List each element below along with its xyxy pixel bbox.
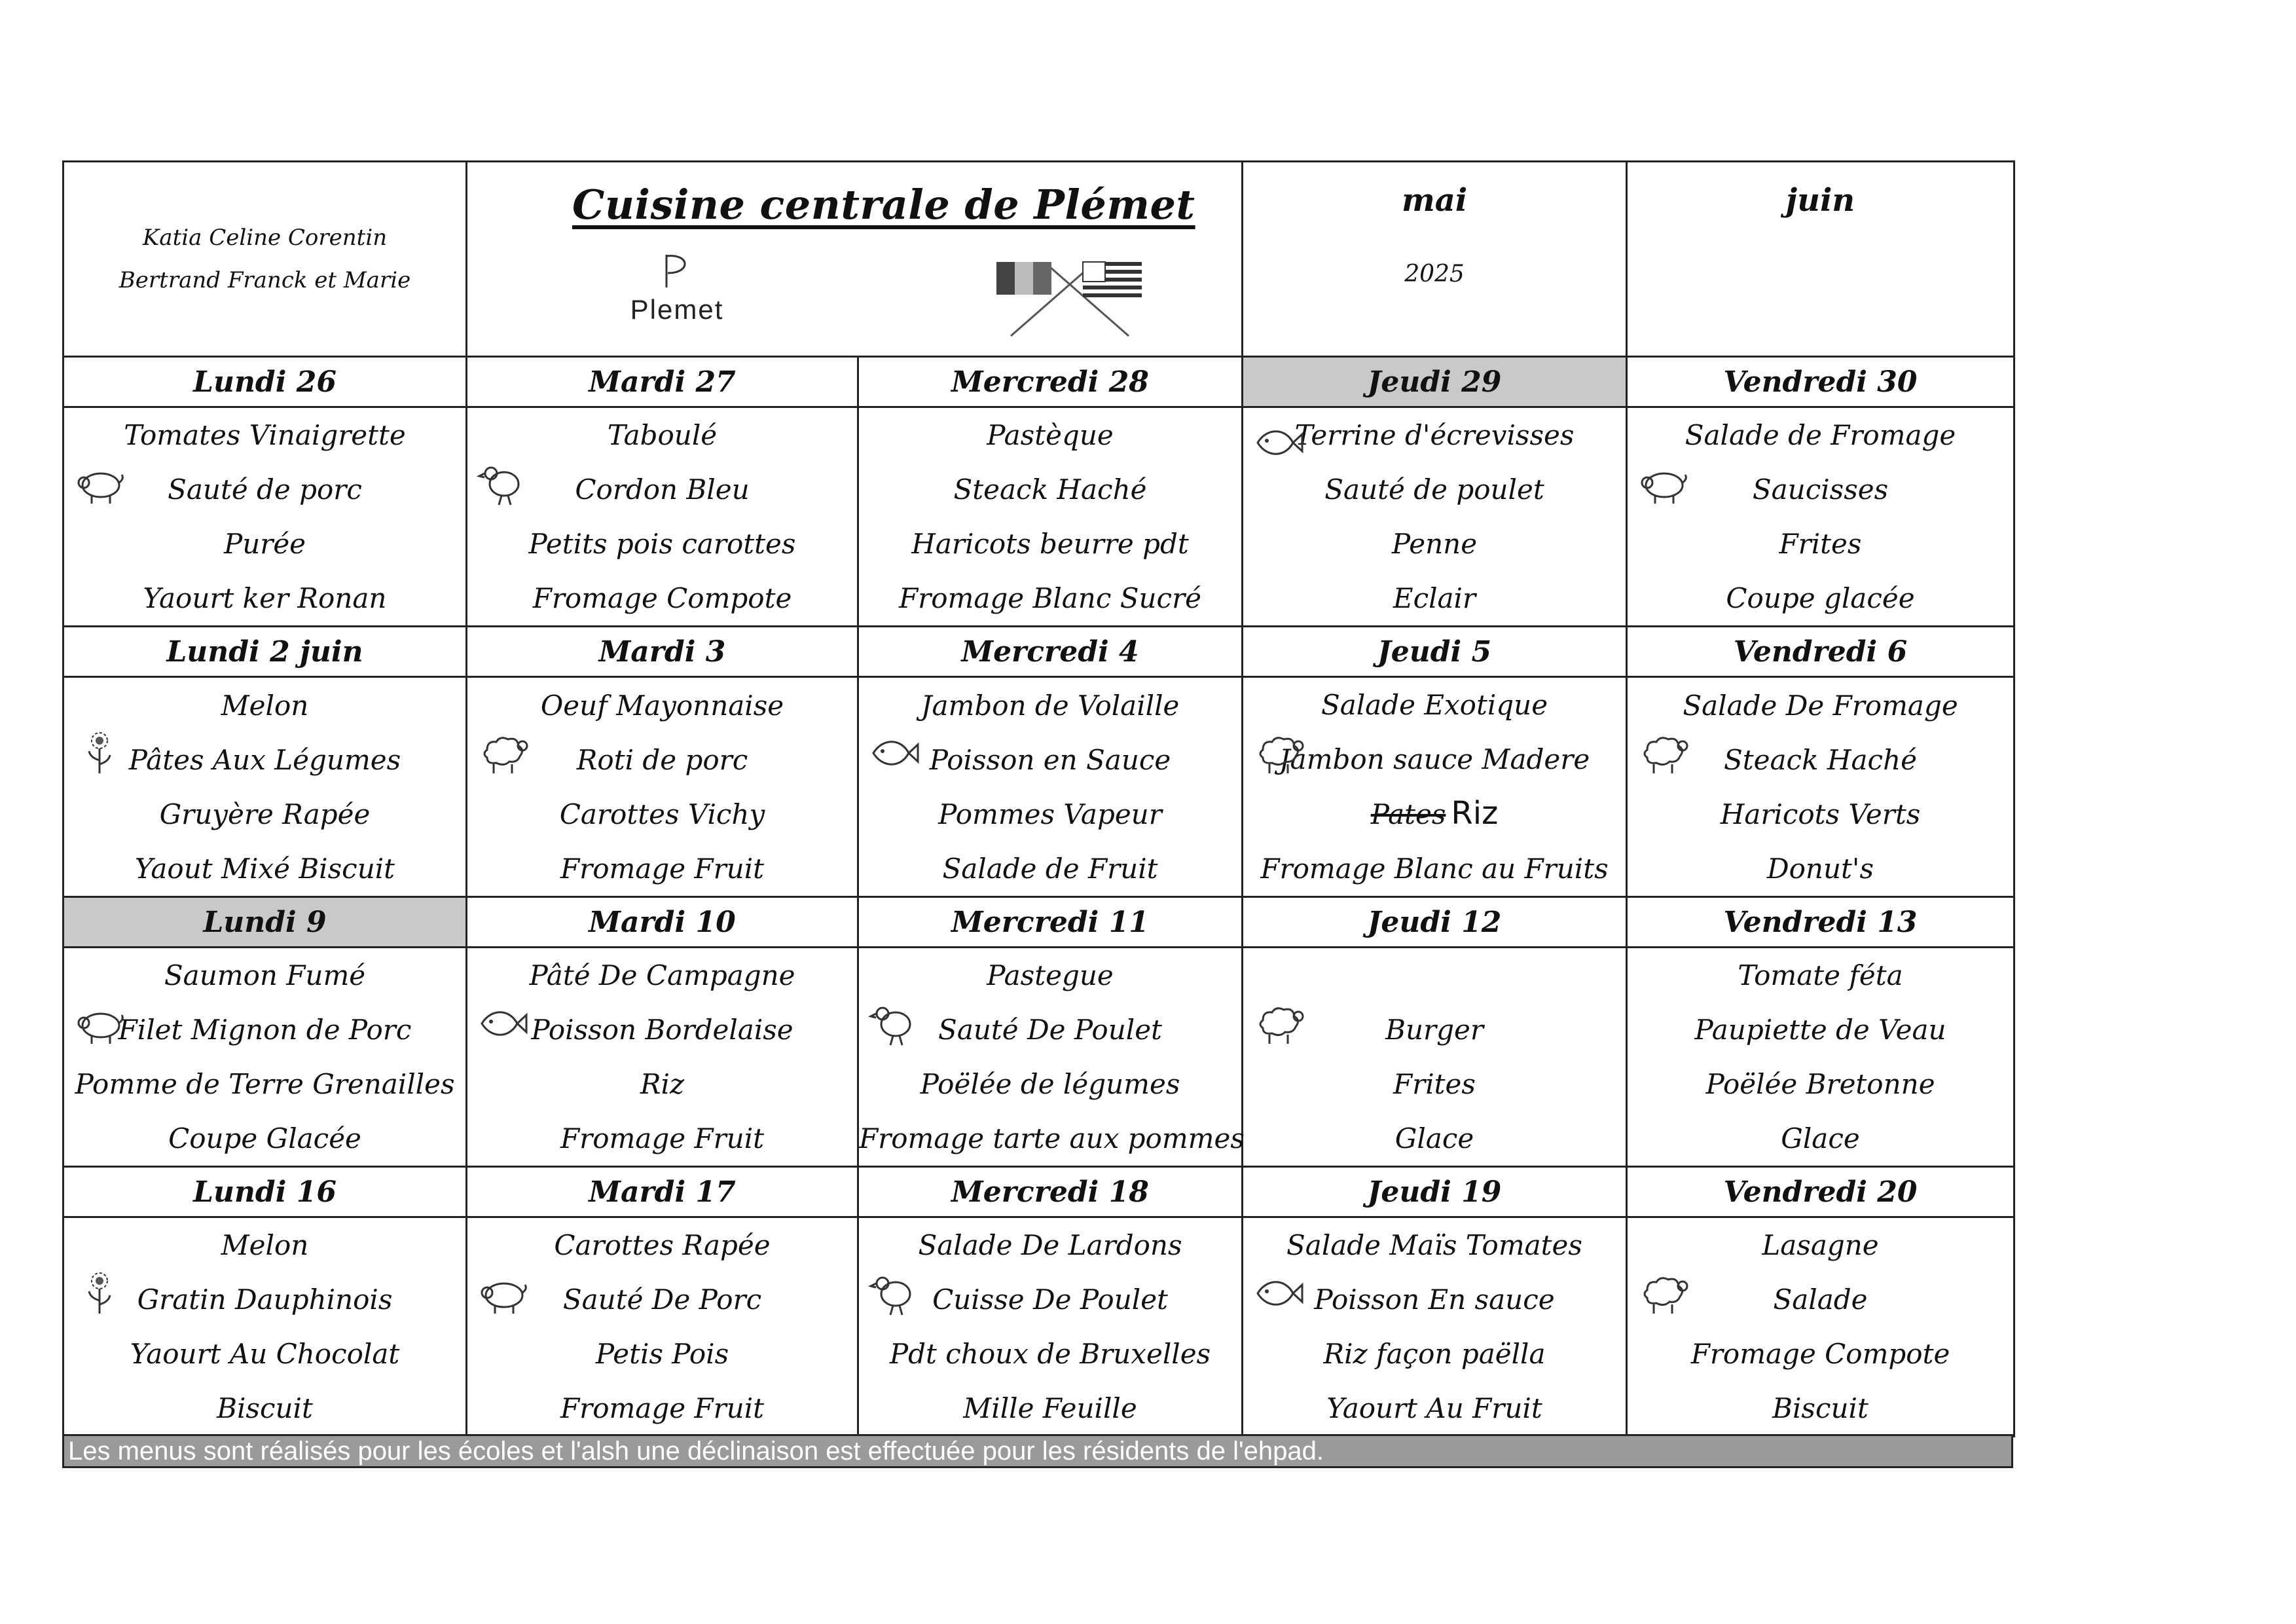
dish-item: Pomme de Terre Grenailles [75, 1068, 455, 1100]
day-menu-cell [64, 948, 467, 1167]
menu-table [62, 160, 2015, 1437]
dish-item: Haricots Verts [1720, 798, 1921, 830]
dish-item: Petits pois carottes [528, 528, 796, 560]
dish-list [1628, 1218, 2013, 1435]
day-label: Jeudi 5 [1243, 627, 1627, 677]
dish-item: Filet Mignon de Porc [118, 1014, 412, 1046]
dish-list [859, 408, 1241, 625]
day-label: Mardi 27 [467, 357, 858, 407]
dish-item: Fromage Compote [1690, 1338, 1950, 1370]
dish-item: Glace [1781, 1122, 1860, 1154]
dish-item: Frites [1393, 1068, 1476, 1100]
dish-list [1628, 408, 2013, 625]
dish-item: Mille Feuille [963, 1392, 1137, 1424]
dish-item: Sauté De Poulet [938, 1014, 1162, 1046]
day-label: Vendredi 20 [1627, 1167, 2014, 1217]
day-menu-cell [467, 407, 858, 627]
dish-item: Fromage Fruit [560, 1122, 765, 1154]
day-menu-cell [64, 407, 467, 627]
dish-item: Jambon sauce Madere [1279, 743, 1590, 775]
dish-item: Frites [1779, 528, 1862, 560]
day-menu-cell [1243, 407, 1627, 627]
day-menu-cell [858, 677, 1243, 897]
dish-list [859, 678, 1241, 896]
day-label: Mercredi 4 [858, 627, 1243, 677]
day-label: Mardi 3 [467, 627, 858, 677]
dish-item: Melon [221, 1229, 309, 1261]
dish-item: Glace [1394, 1122, 1474, 1154]
flower-icon [73, 730, 126, 776]
dish-item: Pastegue [987, 959, 1114, 991]
dish-item: Riz [640, 1068, 685, 1100]
fish-icon [1252, 1270, 1305, 1316]
dish-item: Yaourt ker Ronan [143, 582, 387, 614]
dish-list [859, 948, 1245, 1166]
day-menu-cell [1627, 948, 2014, 1167]
dish-item: Poëlée Bretonne [1705, 1068, 1935, 1100]
day-label: Mercredi 28 [858, 357, 1243, 407]
dish-item: Pdt choux de Bruxelles [889, 1338, 1211, 1370]
day-header-row [64, 627, 2014, 677]
dish-item: Gruyère Rapée [159, 798, 371, 830]
dish-list [64, 678, 465, 896]
dish-item: Jambon de Volaille [920, 689, 1180, 722]
dish-item: Yaourt Au Chocolat [130, 1338, 400, 1370]
dish-item: Fromage Blanc Sucré [899, 582, 1201, 614]
dish-item: Fromage Fruit [560, 1392, 765, 1424]
sheep-icon [477, 730, 529, 776]
dish-list [467, 1218, 857, 1435]
dish-item: Yaourt Au Fruit [1326, 1392, 1542, 1424]
dish-item [1243, 948, 1626, 1003]
dish-item: Sauté de poulet [1324, 473, 1544, 506]
dish-list [467, 678, 857, 896]
dish-item: Lasagne [1762, 1229, 1879, 1261]
day-menu-cell [1243, 948, 1627, 1167]
dish-item: Purée [223, 528, 306, 560]
dish-item: Taboulé [607, 419, 718, 451]
plemet-logo [621, 251, 733, 325]
day-label: Jeudi 12 [1243, 897, 1627, 948]
chicken-icon [868, 1270, 920, 1316]
dishes-row [64, 677, 2014, 897]
dish-item: Salade de Fruit [942, 852, 1158, 885]
day-menu-cell [858, 1217, 1243, 1437]
footer-note: Les menus sont réalisés pour les écoles et l'alsh une déclinaison est effectuée pour les résidents de l'ehpad. [62, 1434, 2013, 1468]
dish-list [1243, 678, 1626, 896]
logo-wordmark: Plemet [630, 294, 724, 325]
day-menu-cell [467, 677, 858, 897]
dish-item: Tomate féta [1738, 959, 1903, 991]
flower-icon [73, 1270, 126, 1316]
day-menu-cell [467, 1217, 858, 1437]
dishes-row [64, 948, 2014, 1167]
dish-item: Steack Haché [1724, 743, 1917, 776]
dish-item: Gratin Dauphinois [137, 1283, 393, 1316]
dish-item: Sauté De Porc [562, 1283, 762, 1316]
dish-item [1243, 786, 1626, 841]
dish-item: Pâté De Campagne [529, 959, 795, 991]
dish-item: Burger [1385, 1014, 1484, 1046]
menu-sheet [62, 160, 2013, 1437]
dishes-row [64, 1217, 2014, 1437]
dish-item: Carottes Vichy [559, 798, 765, 830]
month-mai-cell [1243, 162, 1627, 357]
dish-list [1628, 678, 2013, 896]
dish-item: Poisson Bordelaise [531, 1014, 793, 1046]
dish-item: Sauté de porc [168, 473, 362, 506]
day-menu-cell [1627, 1217, 2014, 1437]
dish-list [467, 948, 857, 1166]
day-label: Vendredi 30 [1627, 357, 2014, 407]
dish-list [467, 408, 857, 625]
dish-item: Fromage tarte aux pommes [859, 1122, 1245, 1154]
dishes-row [64, 407, 2014, 627]
dish-item: Salade Exotique [1321, 689, 1548, 721]
crossed-flags-icon [985, 254, 1155, 339]
dish-item: Coupe Glacée [168, 1122, 361, 1154]
staff-line-1: Katia Celine Corentin [142, 225, 388, 251]
day-menu-cell [467, 948, 858, 1167]
dish-list [64, 408, 465, 625]
dish-item: Pâtes Aux Légumes [128, 743, 401, 776]
day-menu-cell [858, 948, 1243, 1167]
day-menu-cell [1627, 407, 2014, 627]
dish-list [1628, 948, 2013, 1166]
dish-item: Coupe glacée [1726, 582, 1915, 614]
dish-list [859, 1218, 1241, 1435]
dish-list [1243, 1218, 1626, 1435]
crossed-out-dish: Pates [1370, 798, 1446, 830]
dish-item: Poisson En sauce [1314, 1283, 1555, 1316]
dish-item: Terrine d'écrevisses [1294, 419, 1575, 451]
dish-item: Saumon Fumé [164, 959, 366, 991]
staff-cell [64, 162, 467, 357]
header-row [64, 162, 2014, 357]
day-label: Lundi 9 [64, 897, 467, 948]
flags-emblem [985, 254, 1155, 342]
dish-item: Salade De Lardons [918, 1229, 1182, 1261]
day-menu-cell [1243, 677, 1627, 897]
day-label: Vendredi 13 [1627, 897, 2014, 948]
pig-icon [477, 1270, 529, 1316]
dish-item: Tomates Vinaigrette [124, 419, 406, 451]
dish-item: Paupiette de Veau [1694, 1014, 1946, 1046]
day-header-row [64, 357, 2014, 407]
day-header-row [64, 897, 2014, 948]
day-label: Lundi 2 juin [64, 627, 467, 677]
dish-item: Carottes Rapée [554, 1229, 771, 1261]
fish-icon [1252, 420, 1305, 466]
day-label: Jeudi 19 [1243, 1167, 1627, 1217]
dish-item: Riz façon paëlla [1323, 1338, 1546, 1370]
day-menu-cell [1243, 1217, 1627, 1437]
dish-item: Fromage Fruit [560, 852, 765, 885]
pig-icon [73, 1001, 126, 1046]
sheep-icon [1637, 730, 1689, 776]
dish-item: Roti de porc [576, 743, 748, 776]
dish-item: Biscuit [217, 1392, 313, 1424]
dish-item: Biscuit [1772, 1392, 1868, 1424]
dish-item: Cuisse De Poulet [932, 1283, 1168, 1316]
dish-item: Salade De Fromage [1683, 689, 1958, 722]
title-cell [467, 162, 1243, 357]
month-mai: mai [1401, 182, 1468, 219]
chicken-icon [868, 1001, 920, 1046]
day-label: Vendredi 6 [1627, 627, 2014, 677]
dish-list [64, 1218, 465, 1435]
dish-list [1243, 948, 1626, 1166]
day-label: Mardi 10 [467, 897, 858, 948]
day-menu-cell [1627, 677, 2014, 897]
sheep-icon [1637, 1270, 1689, 1316]
day-label: Lundi 26 [64, 357, 467, 407]
dish-item: Pommes Vapeur [938, 798, 1162, 830]
day-header-row [64, 1167, 2014, 1217]
plemet-logo-icon [657, 251, 697, 291]
dish-item: Haricots beurre pdt [911, 528, 1189, 560]
sheep-icon [1252, 1001, 1305, 1046]
month-juin-cell [1627, 162, 2014, 357]
dish-item: Salade de Fromage [1685, 419, 1956, 451]
dish-item: Poëlée de légumes [920, 1068, 1180, 1100]
sheep-icon [1252, 730, 1305, 776]
year-label: 2025 [1404, 261, 1465, 287]
day-label: Mercredi 18 [858, 1167, 1243, 1217]
dish-item: Petis Pois [595, 1338, 729, 1370]
staff-line-2: Bertrand Franck et Marie [118, 267, 411, 293]
dish-item: Donut's [1766, 852, 1874, 885]
dish-item: Pastèque [987, 419, 1114, 451]
dish-item: Eclair [1393, 582, 1476, 614]
day-label: Lundi 16 [64, 1167, 467, 1217]
month-juin: juin [1785, 182, 1855, 219]
day-label: Jeudi 29 [1243, 357, 1627, 407]
dish-item: Saucisses [1752, 473, 1889, 506]
day-menu-cell [858, 407, 1243, 627]
dish-item: Yaout Mixé Biscuit [134, 852, 395, 885]
pig-icon [73, 460, 126, 506]
dish-item: Salade Maïs Tomates [1286, 1229, 1582, 1261]
dish-list [64, 948, 465, 1166]
page-title: Cuisine centrale de Plémet [572, 181, 1195, 229]
fish-icon [477, 1001, 529, 1046]
fish-icon [868, 730, 920, 776]
dish-item: Melon [221, 689, 309, 722]
day-menu-cell [64, 1217, 467, 1437]
dish-item: Fromage Blanc au Fruits [1260, 853, 1609, 885]
day-menu-cell [64, 677, 467, 897]
day-label: Mardi 17 [467, 1167, 858, 1217]
handwritten-correction: Riz [1451, 795, 1499, 832]
dish-item: Penne [1391, 528, 1478, 560]
day-label: Mercredi 11 [858, 897, 1243, 948]
dish-item: Cordon Bleu [575, 473, 750, 506]
chicken-icon [477, 460, 529, 506]
dish-item: Salade [1773, 1283, 1868, 1316]
pig-icon [1637, 460, 1689, 506]
dish-item: Steack Haché [953, 473, 1147, 506]
dish-item: Oeuf Mayonnaise [540, 689, 784, 722]
dish-item: Poisson en Sauce [929, 743, 1171, 776]
dish-item: Fromage Compote [532, 582, 792, 614]
